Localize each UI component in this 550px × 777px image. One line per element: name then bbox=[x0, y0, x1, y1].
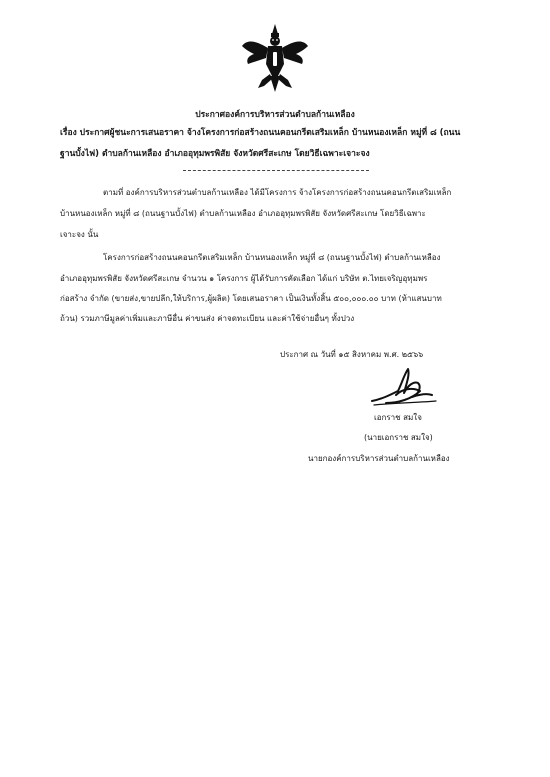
paragraph1-line-2: บ้านหนองเหล็ก หมู่ที่ ๘ (ถนนฐานบั้งไฟ) ตำบลก้านเหลือง อำเภออุทุมพรพิสัย จังหวัดศรีสะเกษ โดยวิธีเฉพาะ bbox=[60, 209, 426, 218]
signer-full-name: (นายเอกราช สมใจ) bbox=[364, 433, 433, 442]
announcement-title: ประกาศองค์การบริหารส่วนตำบลก้านเหลือง bbox=[195, 110, 355, 120]
paragraph2-line-3: ก่อสร้าง จำกัด (ขายส่ง,ขายปลีก,ให้บริการ,ผู้ผลิต) โดยเสนอราคา เป็นเงินทั้งสิ้น ๕๐๐,๐๐๐.๐๐ บาท (ห้าแสนบาท bbox=[60, 294, 442, 303]
subject-line-1: เรื่อง ประกาศผู้ชนะการเสนอราคา จ้างโครงการก่อสร้างถนนคอนกรีตเสริมเหล็ก บ้านหนองเหล็ก หมู่ที่ ๘ (ถนน bbox=[60, 128, 461, 138]
paragraph2-line-2: อำเภออุทุมพรพิสัย จังหวัดศรีสะเกษ จำนวน ๑ โครงการ ผู้ได้รับการคัดเลือก ได้แก่ บริษัท ต.ไทยเจริญอุทุมพร bbox=[60, 274, 428, 283]
paragraph1-line-1: ตามที่ องค์การบริหารส่วนตำบลก้านเหลือง ได้มีโครงการ จ้างโครงการก่อสร้างถนนคอนกรีตเสริมเหล็ก bbox=[103, 188, 452, 197]
garuda-emblem-icon bbox=[240, 24, 310, 92]
signer-position: นายกองค์การบริหารส่วนตำบลก้านเหลือง bbox=[308, 454, 450, 463]
divider bbox=[183, 170, 369, 171]
subject-line-2: ฐานบั้งไฟ) ตำบลก้านเหลือง อำเภออุทุมพรพิสัย จังหวัดศรีสะเกษ โดยวิธีเฉพาะเจาะจง bbox=[60, 149, 370, 159]
signer-short-name: เอกราช สมใจ bbox=[374, 413, 422, 422]
paragraph2-line-4: ถ้วน) รวมภาษีมูลค่าเพิ่มและภาษีอื่น ค่าขนส่ง ค่าจดทะเบียน และค่าใช้จ่ายอื่นๆ ทั้งปวง bbox=[60, 314, 355, 323]
paragraph1-line-3: เจาะจง นั้น bbox=[60, 230, 99, 239]
signature-image bbox=[368, 365, 440, 409]
announce-date: ประกาศ ณ วันที่ ๑๕ สิงหาคม พ.ศ. ๒๕๖๖ bbox=[280, 350, 424, 359]
paragraph2-line-1: โครงการก่อสร้างถนนคอนกรีตเสริมเหล็ก บ้านหนองเหล็ก หมู่ที่ ๘ (ถนนฐานบั้งไฟ) ตำบลก้านเหลือง bbox=[103, 253, 441, 262]
